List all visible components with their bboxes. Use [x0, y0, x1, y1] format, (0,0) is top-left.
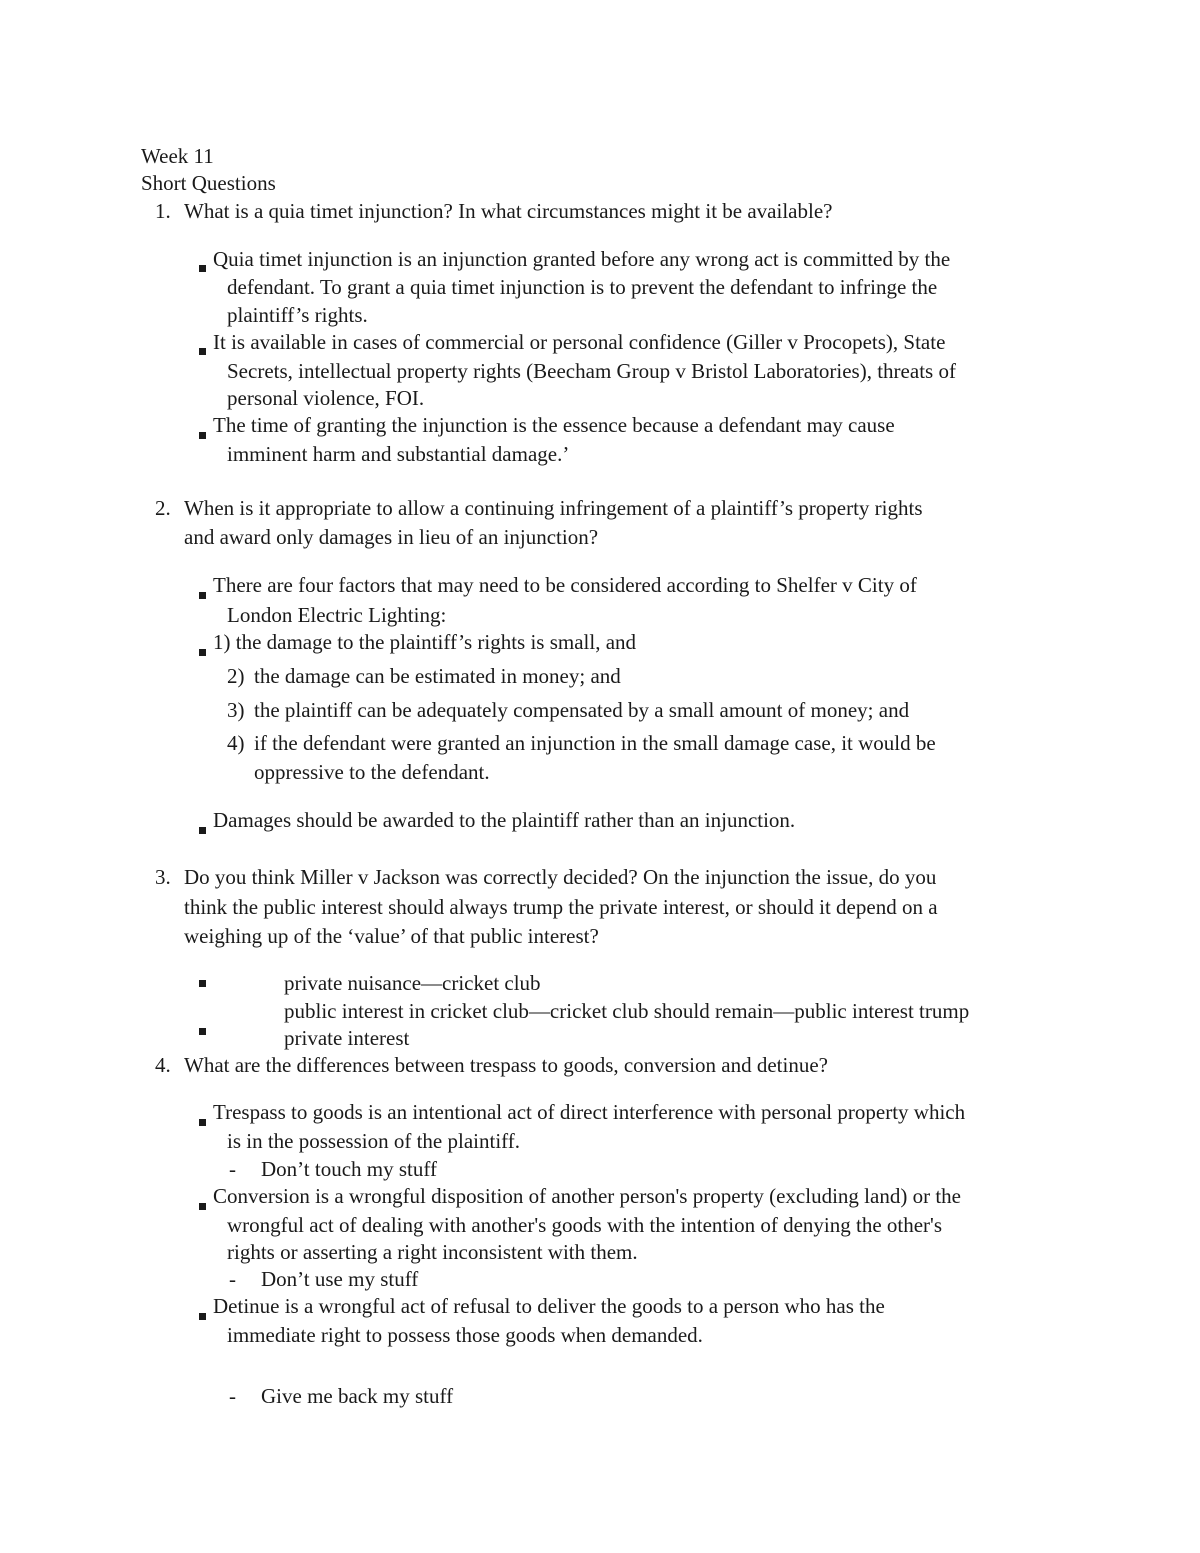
q1-number: 1.	[155, 199, 171, 223]
q2-factor-2-text: the damage can be estimated in money; and	[254, 664, 621, 688]
q3-b2-line2: private interest	[284, 1026, 410, 1050]
q1-b1-line3: plaintiff’s rights.	[227, 303, 368, 327]
q4-text: What are the differences between trespass to goods, conversion and detinue?	[184, 1053, 828, 1077]
q3-b2-line1: public interest in cricket club—cricket club should remain—public interest trump	[284, 999, 970, 1023]
q1-b2-line3: personal violence, FOI.	[227, 386, 425, 410]
week-heading: Week 11	[141, 144, 214, 168]
q2-factor-4-line2: oppressive to the defendant.	[254, 760, 490, 784]
section-subtitle: Short Questions	[141, 171, 276, 195]
q2-text-line1: When is it appropriate to allow a continuing infringement of a plaintiff’s property rights	[184, 496, 923, 520]
q3-b1: private nuisance—cricket club	[284, 971, 541, 995]
q1-text: What is a quia timet injunction? In what circumstances might it be available?	[184, 199, 833, 223]
q3-number: 3.	[155, 865, 171, 889]
bullet-icon	[199, 432, 206, 439]
bullet-icon	[199, 980, 206, 987]
bullet-icon	[199, 1313, 206, 1320]
bullet-icon	[199, 1028, 206, 1035]
q2-text-line2: and award only damages in lieu of an injunction?	[184, 525, 599, 549]
q1-b2-line2: Secrets, intellectual property rights (Beecham Group v Bristol Laboratories), threats of	[227, 359, 956, 383]
q3-text-line3: weighing up of the ‘value’ of that public interest?	[184, 924, 599, 948]
q4-b2-line3: rights or asserting a right inconsistent with them.	[227, 1240, 638, 1264]
q1-b3-line2: imminent harm and substantial damage.’	[227, 442, 570, 466]
q4-d1-text: Don’t touch my stuff	[261, 1157, 437, 1181]
bullet-icon	[199, 265, 206, 272]
q4-b2-line1: Conversion is a wrongful disposition of another person's property (excluding land) or the	[213, 1184, 961, 1208]
q2-factor-1: 1) the damage to the plaintiff’s rights is small, and	[213, 630, 637, 654]
q2-factor-3-number: 3)	[227, 698, 245, 722]
q4-d2-dash: -	[229, 1267, 236, 1291]
bullet-icon	[199, 1119, 206, 1126]
q4-d3-text: Give me back my stuff	[261, 1384, 454, 1408]
bullet-icon	[199, 827, 206, 834]
q2-factor-2-number: 2)	[227, 664, 245, 688]
q4-number: 4.	[155, 1053, 171, 1077]
q2-number: 2.	[155, 496, 171, 520]
q4-d2-text: Don’t use my stuff	[261, 1267, 419, 1291]
bullet-icon	[199, 649, 206, 656]
q2-b3: Damages should be awarded to the plaintiff rather than an injunction.	[213, 808, 796, 832]
bullet-icon	[199, 348, 206, 355]
q4-d1-dash: -	[229, 1157, 236, 1181]
q4-b1-line1: Trespass to goods is an intentional act of direct interference with personal property which	[213, 1100, 966, 1124]
q2-factor-3-text: the plaintiff can be adequately compensated by a small amount of money; and	[254, 698, 910, 722]
q4-b1-line2: is in the possession of the plaintiff.	[227, 1129, 521, 1153]
q1-b1-line2: defendant. To grant a quia timet injunction is to prevent the defendant to infringe the	[227, 275, 938, 299]
q1-b3-line1: The time of granting the injunction is the essence because a defendant may cause	[213, 413, 895, 437]
q3-text-line1: Do you think Miller v Jackson was correctly decided? On the injunction the issue, do you	[184, 865, 937, 889]
q2-b1-line1: There are four factors that may need to be considered according to Shelfer v City of	[213, 573, 917, 597]
q2-factor-4-number: 4)	[227, 731, 245, 755]
q4-b3-line1: Detinue is a wrongful act of refusal to deliver the goods to a person who has the	[213, 1294, 885, 1318]
q2-b1-line2: London Electric Lighting:	[227, 603, 447, 627]
q1-b2-line1: It is available in cases of commercial or personal confidence (Giller v Procopets), State	[213, 330, 946, 354]
q2-factor-4-line1: if the defendant were granted an injunction in the small damage case, it would be	[254, 731, 936, 755]
q1-b1-line1: Quia timet injunction is an injunction granted before any wrong act is committed by the	[213, 247, 951, 271]
q4-d3-dash: -	[229, 1384, 236, 1408]
q4-b3-line2: immediate right to possess those goods when demanded.	[227, 1323, 703, 1347]
q4-b2-line2: wrongful act of dealing with another's goods with the intention of denying the other's	[227, 1213, 943, 1237]
bullet-icon	[199, 592, 206, 599]
q3-text-line2: think the public interest should always trump the private interest, or should it depend on a	[184, 895, 938, 919]
bullet-icon	[199, 1203, 206, 1210]
